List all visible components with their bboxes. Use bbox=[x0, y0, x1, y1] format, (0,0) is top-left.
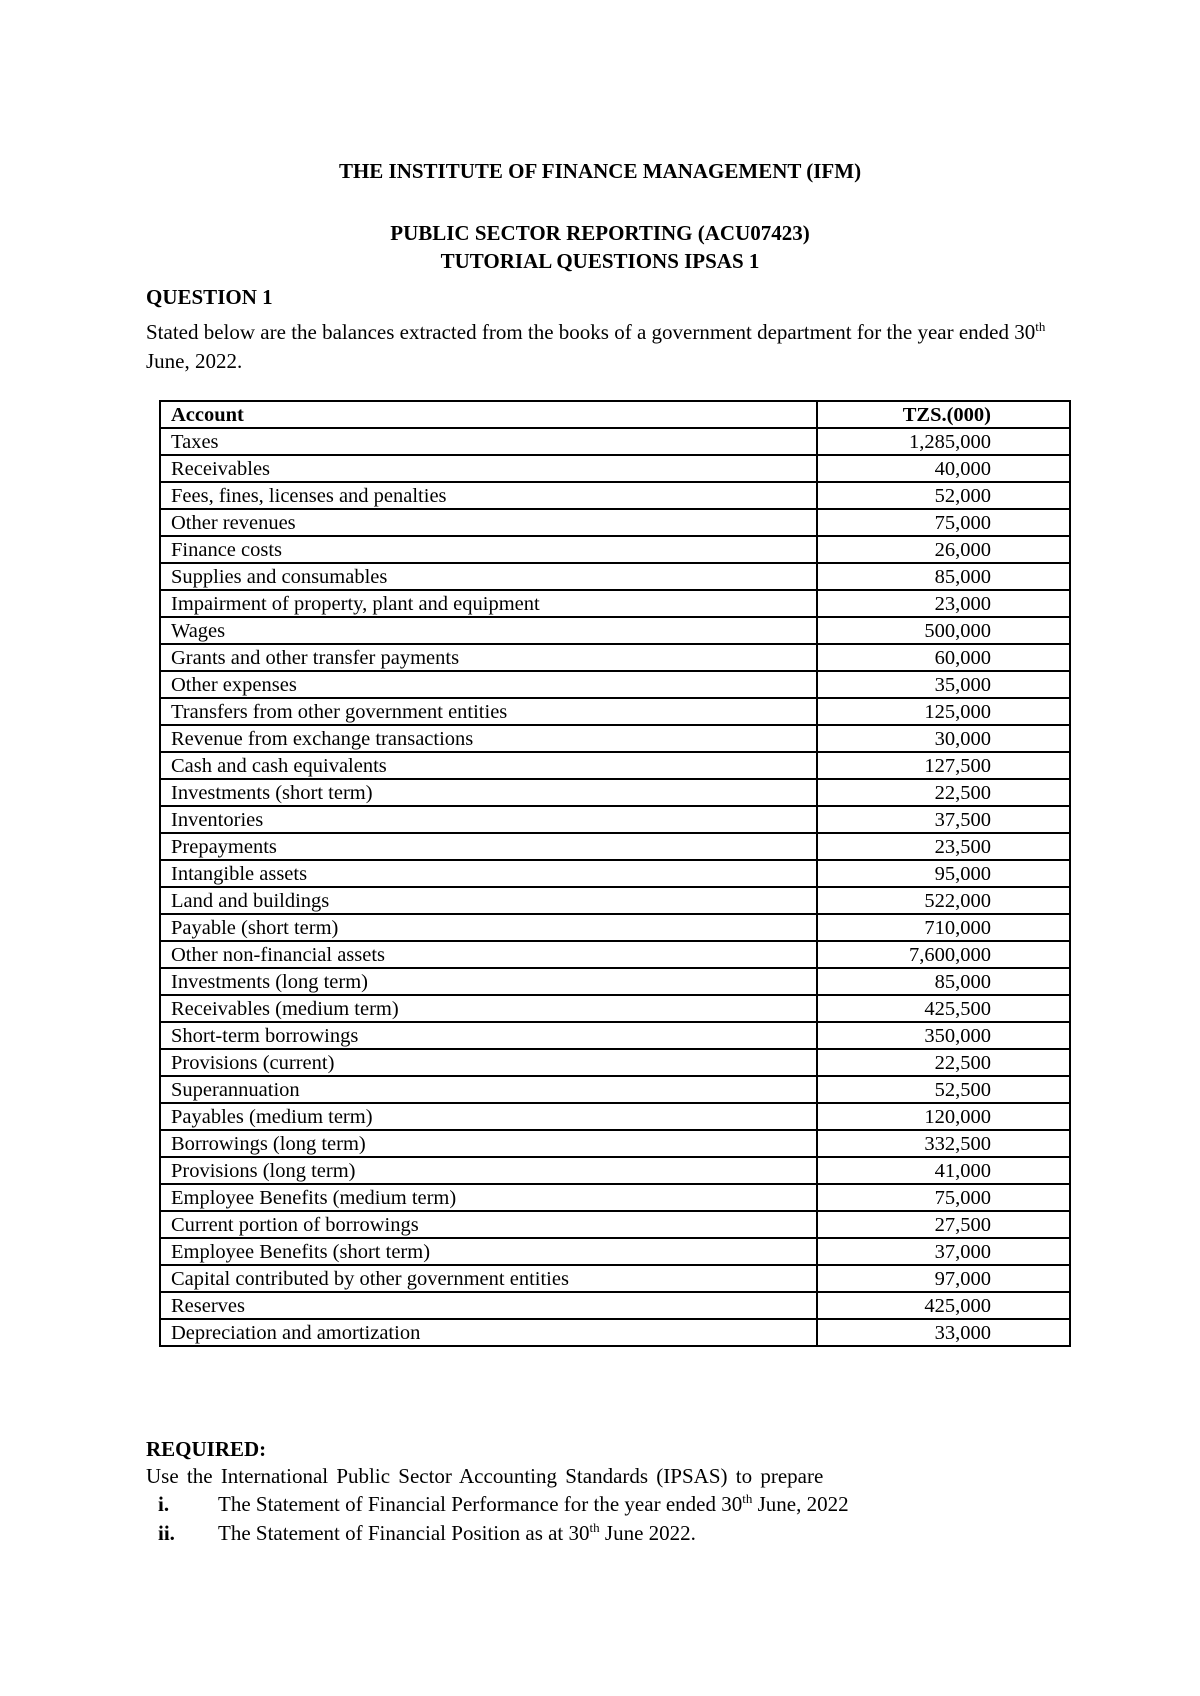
amount-cell: 23,500 bbox=[817, 833, 1070, 860]
required-item-superscript: th bbox=[742, 1491, 753, 1506]
amount-cell: 26,000 bbox=[817, 536, 1070, 563]
table-row bbox=[160, 995, 1070, 1022]
required-item-text bbox=[218, 1519, 696, 1548]
table-body bbox=[160, 428, 1070, 1346]
amount-cell: 41,000 bbox=[817, 1157, 1070, 1184]
amount-cell: 350,000 bbox=[817, 1022, 1070, 1049]
amount-cell: 97,000 bbox=[817, 1265, 1070, 1292]
required-item-superscript: th bbox=[589, 1520, 600, 1535]
account-cell: Receivables bbox=[160, 455, 817, 482]
account-cell: Capital contributed by other government entities bbox=[160, 1265, 817, 1292]
table-row bbox=[160, 1022, 1070, 1049]
account-cell: Impairment of property, plant and equipment bbox=[160, 590, 817, 617]
table-row bbox=[160, 428, 1070, 455]
account-cell: Inventories bbox=[160, 806, 817, 833]
account-cell: Prepayments bbox=[160, 833, 817, 860]
account-cell: Supplies and consumables bbox=[160, 563, 817, 590]
account-cell: Depreciation and amortization bbox=[160, 1319, 817, 1346]
column-header-account: Account bbox=[160, 401, 817, 428]
table-row bbox=[160, 1265, 1070, 1292]
table-row bbox=[160, 644, 1070, 671]
amount-cell: 37,500 bbox=[817, 806, 1070, 833]
account-cell: Land and buildings bbox=[160, 887, 817, 914]
balances-table bbox=[159, 400, 1071, 1347]
amount-cell: 52,500 bbox=[817, 1076, 1070, 1103]
intro-superscript: th bbox=[1035, 319, 1046, 334]
account-cell: Provisions (current) bbox=[160, 1049, 817, 1076]
account-cell: Other revenues bbox=[160, 509, 817, 536]
account-cell: Finance costs bbox=[160, 536, 817, 563]
amount-cell: 127,500 bbox=[817, 752, 1070, 779]
required-instruction: Use the International Public Sector Accounting Standards (IPSAS) to prepare bbox=[146, 1464, 824, 1488]
table-row bbox=[160, 1211, 1070, 1238]
institute-title: THE INSTITUTE OF FINANCE MANAGEMENT (IFM) bbox=[338, 159, 862, 183]
account-cell: Investments (short term) bbox=[160, 779, 817, 806]
amount-cell: 75,000 bbox=[817, 509, 1070, 536]
table-row bbox=[160, 833, 1070, 860]
account-cell: Superannuation bbox=[160, 1076, 817, 1103]
required-item-number: i. bbox=[158, 1492, 170, 1516]
table-row bbox=[160, 617, 1070, 644]
amount-cell: 75,000 bbox=[817, 1184, 1070, 1211]
account-cell: Other expenses bbox=[160, 671, 817, 698]
amount-cell: 35,000 bbox=[817, 671, 1070, 698]
table-row bbox=[160, 536, 1070, 563]
table-row bbox=[160, 482, 1070, 509]
table-row bbox=[160, 563, 1070, 590]
course-title: PUBLIC SECTOR REPORTING (ACU07423) bbox=[390, 221, 810, 245]
amount-cell: 710,000 bbox=[817, 914, 1070, 941]
table-row bbox=[160, 887, 1070, 914]
account-cell: Provisions (long term) bbox=[160, 1157, 817, 1184]
account-cell: Cash and cash equivalents bbox=[160, 752, 817, 779]
amount-cell: 95,000 bbox=[817, 860, 1070, 887]
amount-cell: 120,000 bbox=[817, 1103, 1070, 1130]
table-row bbox=[160, 968, 1070, 995]
account-cell: Transfers from other government entities bbox=[160, 698, 817, 725]
required-heading: REQUIRED: bbox=[146, 1437, 267, 1461]
account-cell: Reserves bbox=[160, 1292, 817, 1319]
account-cell: Payable (short term) bbox=[160, 914, 817, 941]
account-cell: Employee Benefits (medium term) bbox=[160, 1184, 817, 1211]
amount-cell: 522,000 bbox=[817, 887, 1070, 914]
table-row bbox=[160, 1049, 1070, 1076]
table-row bbox=[160, 1130, 1070, 1157]
table-row bbox=[160, 590, 1070, 617]
amount-cell: 125,000 bbox=[817, 698, 1070, 725]
account-cell: Borrowings (long term) bbox=[160, 1130, 817, 1157]
account-cell: Taxes bbox=[160, 428, 817, 455]
required-item-text-end: June 2022. bbox=[599, 1521, 696, 1545]
account-cell: Fees, fines, licenses and penalties bbox=[160, 482, 817, 509]
table-row bbox=[160, 725, 1070, 752]
account-cell: Short-term borrowings bbox=[160, 1022, 817, 1049]
intro-text: Stated below are the balances extracted from the books of a government department for the year ended 30 bbox=[146, 320, 1036, 344]
table-row bbox=[160, 1238, 1070, 1265]
account-cell: Intangible assets bbox=[160, 860, 817, 887]
amount-cell: 40,000 bbox=[817, 455, 1070, 482]
table-row bbox=[160, 1076, 1070, 1103]
amount-cell: 22,500 bbox=[817, 779, 1070, 806]
account-cell: Investments (long term) bbox=[160, 968, 817, 995]
table-row bbox=[160, 1184, 1070, 1211]
account-cell: Grants and other transfer payments bbox=[160, 644, 817, 671]
amount-cell: 60,000 bbox=[817, 644, 1070, 671]
amount-cell: 52,000 bbox=[817, 482, 1070, 509]
account-cell: Other non-financial assets bbox=[160, 941, 817, 968]
account-cell: Revenue from exchange transactions bbox=[160, 725, 817, 752]
amount-cell: 332,500 bbox=[817, 1130, 1070, 1157]
question-intro bbox=[146, 318, 1066, 376]
table-row bbox=[160, 1103, 1070, 1130]
amount-cell: 37,000 bbox=[817, 1238, 1070, 1265]
table-row bbox=[160, 941, 1070, 968]
account-cell: Wages bbox=[160, 617, 817, 644]
question-heading: QUESTION 1 bbox=[146, 285, 273, 309]
amount-cell: 27,500 bbox=[817, 1211, 1070, 1238]
account-cell: Receivables (medium term) bbox=[160, 995, 817, 1022]
table-row bbox=[160, 860, 1070, 887]
table-row bbox=[160, 1157, 1070, 1184]
required-item-text-part: The Statement of Financial Position as at 30 bbox=[218, 1521, 590, 1545]
amount-cell: 425,500 bbox=[817, 995, 1070, 1022]
amount-cell: 23,000 bbox=[817, 590, 1070, 617]
column-header-amount: TZS.(000) bbox=[817, 401, 1070, 428]
required-item-text-end: June, 2022 bbox=[752, 1492, 849, 1516]
amount-cell: 30,000 bbox=[817, 725, 1070, 752]
table-row bbox=[160, 671, 1070, 698]
table-header-row bbox=[160, 401, 1070, 428]
amount-cell: 7,600,000 bbox=[817, 941, 1070, 968]
table-row bbox=[160, 752, 1070, 779]
table-row bbox=[160, 806, 1070, 833]
amount-cell: 85,000 bbox=[817, 968, 1070, 995]
required-item-text-part: The Statement of Financial Performance for the year ended 30 bbox=[218, 1492, 743, 1516]
required-item-text bbox=[218, 1490, 849, 1519]
amount-cell: 1,285,000 bbox=[817, 428, 1070, 455]
amount-cell: 22,500 bbox=[817, 1049, 1070, 1076]
table-row bbox=[160, 509, 1070, 536]
account-cell: Current portion of borrowings bbox=[160, 1211, 817, 1238]
intro-text-end: June, 2022. bbox=[146, 349, 243, 373]
required-item-number: ii. bbox=[158, 1521, 175, 1545]
account-cell: Employee Benefits (short term) bbox=[160, 1238, 817, 1265]
table-row bbox=[160, 1292, 1070, 1319]
amount-cell: 33,000 bbox=[817, 1319, 1070, 1346]
tutorial-subtitle: TUTORIAL QUESTIONS IPSAS 1 bbox=[440, 249, 760, 273]
amount-cell: 425,000 bbox=[817, 1292, 1070, 1319]
table-row bbox=[160, 779, 1070, 806]
account-cell: Payables (medium term) bbox=[160, 1103, 817, 1130]
amount-cell: 85,000 bbox=[817, 563, 1070, 590]
table-row bbox=[160, 914, 1070, 941]
table-row bbox=[160, 698, 1070, 725]
amount-cell: 500,000 bbox=[817, 617, 1070, 644]
table-row bbox=[160, 455, 1070, 482]
table-row bbox=[160, 1319, 1070, 1346]
